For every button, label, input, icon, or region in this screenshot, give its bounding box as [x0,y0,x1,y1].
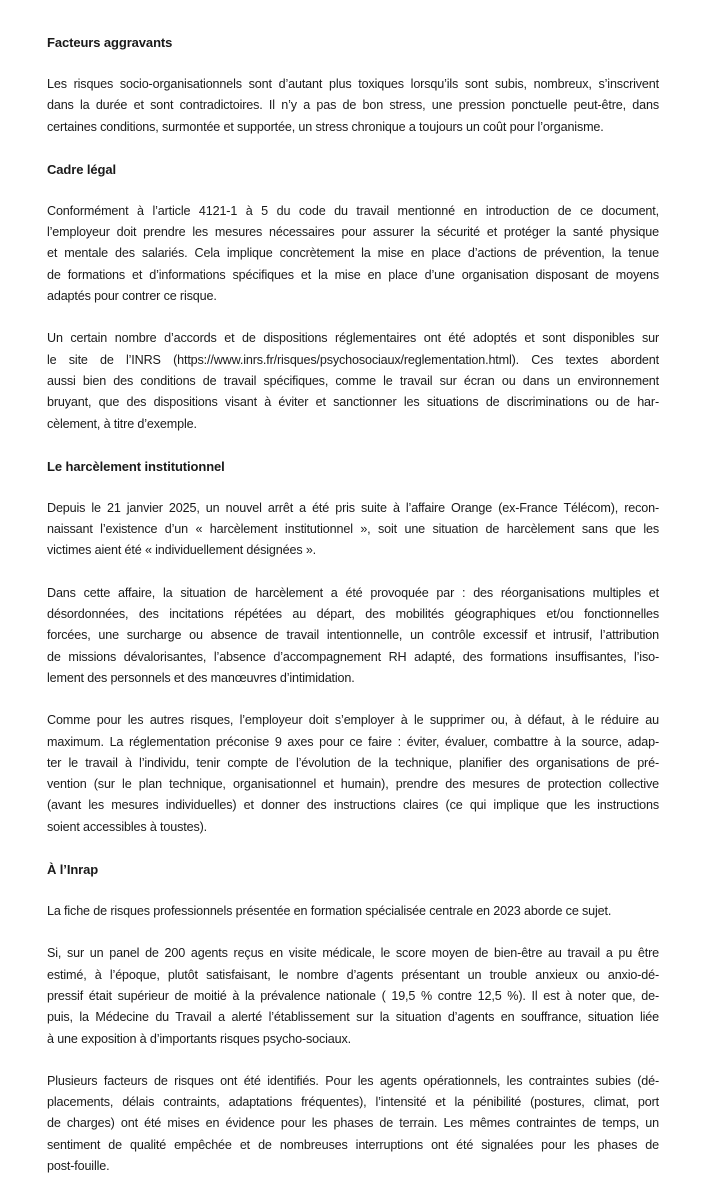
section-harcelement-institutionnel [47,456,659,838]
text-line: (avant les mesures individuelles) et donner des instructions claires (ce qui implique que les instructions [47,798,659,813]
section-heading: Cadre légal [47,161,116,177]
section-a-linrap [47,859,659,1177]
text-line: Un certain nombre d’accords et de dispositions réglementaires ont été adoptés et sont disponibles sur [47,331,659,346]
paragraph [47,328,659,434]
section-heading: À l’Inrap [47,862,99,878]
text-line: placements, délais contraints, adaptations fréquentes), l’intensité et la pénibilité (postures, climat, port [47,1095,659,1110]
paragraph [47,901,659,922]
text-line: désordonnées, des incitations répétées au départ, des mobilités géographiques et/ou fonctionnelles [47,607,659,622]
text-line: post-fouille. [47,1158,110,1173]
text-line: forcées, une surcharge ou absence de travail intentionnelle, un contrôle excessif et intrusif, l’attribution [47,628,659,643]
text-line: de charges) ont été mises en évidence pour les phases de terrain. Les mêmes contraintes de temps, un [47,1116,659,1131]
text-line: pressif était supérieur de moitié à la prévalence nationale ( 19,5 % contre 12,5 %). Il est à noter que, de- [47,988,659,1003]
paragraph [47,1071,659,1177]
section-heading: Le harcèlement institutionnel [47,458,225,474]
text-line: Plusieurs facteurs de risques ont été identifiés. Pour les agents opérationnels, les contraintes subies (dé- [47,1073,659,1088]
text-line: maximum. La réglementation préconise 9 axes pour ce faire : éviter, évaluer, combattre à la source, adap- [47,734,659,749]
text-line: ter le travail à l’individu, tenir compte de l’évolution de la technique, planifier des organisations de pré- [47,755,659,770]
text-line: cèlement, à titre d’exemple. [47,416,197,431]
text-line: de formations et d’informations spécifiques et la mise en place d’une organisation disposant de moyens [47,267,659,282]
text-line: aussi bien des conditions de travail spécifiques, comme le travail sur écran ou dans un environnement [47,373,659,388]
text-line: Si, sur un panel de 200 agents reçus en visite médicale, le score moyen de bien-être au travail a pu être [47,946,659,961]
text-line: estimé, à l’époque, plutôt satisfaisant, le nombre d’agents présentant un trouble anxieux ou anxio-dé- [47,967,659,982]
text-line: certaines conditions, surmontée et supportée, un stress chronique a toujours un coût pour l’organisme. [47,119,604,134]
text-line: soient accessibles à toustes). [47,819,207,834]
paragraph [47,74,659,138]
text-line: Conformément à l’article 4121-1 à 5 du code du travail mentionné en introduction de ce document, [47,203,659,218]
section-heading: Facteurs aggravants [47,35,173,50]
paragraph [47,583,659,689]
text-line: le site de l’INRS (https://www.inrs.fr/risques/psychosociaux/reglementation.html). Ces textes abordent [47,352,659,367]
text-line: l’employeur doit prendre les mesures nécessaires pour assurer la sécurité et protéger la santé physique [47,225,659,240]
text-line: victimes aient été « individuellement désignées ». [47,543,317,558]
text-line: La fiche de risques professionnels présentée en formation spécialisée centrale en 2023 aborde ce sujet. [47,904,612,919]
text-line: naissant l’existence d’un « harcèlement institutionnel », soit une situation de harcèlement sans que les [47,522,659,537]
text-line: sentiment de qualité empêchée et de nombreuses interruptions ont été signalées pour les phases de [47,1137,659,1152]
paragraph [47,201,659,307]
paragraph [47,710,659,838]
text-line: lement des personnels et des manœuvres d’intimidation. [47,670,355,685]
text-line: vention (sur le plan technique, organisationnel et humain), prendre des mesures de protection collective [47,777,659,792]
paragraph [47,498,659,562]
text-line: adaptés pour contrer ce risque. [47,289,217,304]
section-facteurs-aggravants [47,32,659,138]
text-line: bruyant, que des dispositions visant à éviter et sanctionner les situations de discriminations ou de har- [47,395,659,410]
text-line: Dans cette affaire, la situation de harcèlement a été provoquée par : des réorganisations multiples et [47,585,659,600]
text-line: Les risques socio-organisationnels sont d’autant plus toxiques lorsqu’ils sont subis, nombreux, s’inscrivent [47,77,659,91]
text-line: à une exposition à d’importants risques psycho-sociaux. [47,1031,351,1046]
section-cadre-legal [47,159,659,435]
text-line: et mentale des salariés. Cela implique concrètement la mise en place d’actions de prévention, la tenue [47,246,659,261]
text-line: de missions dévalorisantes, l’absence d’accompagnement RH adapté, des formations insuffisantes, l’iso- [47,649,659,664]
text-line: dans la durée et sont contradictoires. Il n’y a pas de bon stress, une pression ponctuelle peut-être, dans [47,98,659,113]
text-line: Comme pour les autres risques, l’employeur doit s’employer à le supprimer ou, à défaut, à le réduire au [47,713,659,728]
text-line: Depuis le 21 janvier 2025, un nouvel arrêt a été pris suite à l’affaire Orange (ex-France Télécom), recon- [47,500,659,515]
text-line: puis, la Médecine du Travail a alerté l’établissement sur la situation d’agents en souffrance, situation liée [47,1010,659,1025]
document-page [47,32,659,1198]
paragraph [47,943,659,1049]
